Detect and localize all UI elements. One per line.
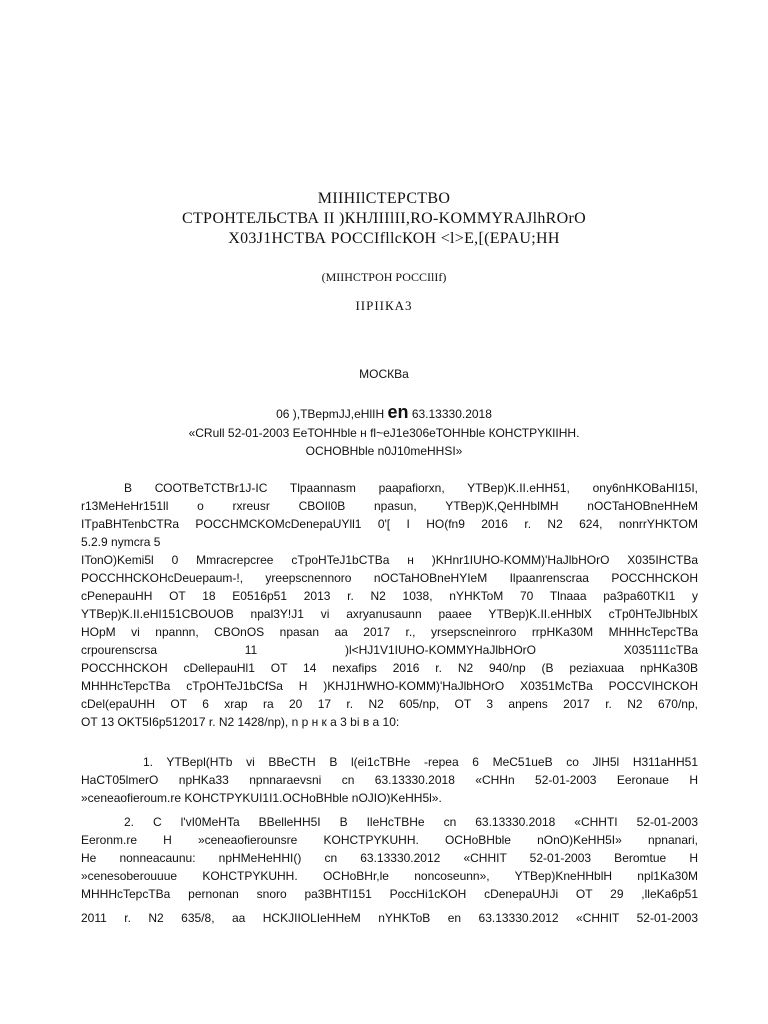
paragraph-line: cDel(epaUHH OT 6 xrap ra 20 17 r. N2 605/np, OT 3 anpens 2017 r. N2 670/np, — [81, 697, 698, 711]
paragraph-line: crpourenscrsa 11 )l<HJ1V1IUHO-KOMMYHaJlbHOrO X035111cTBa — [81, 643, 698, 657]
document-type: IIPIIКА3 — [355, 298, 413, 313]
paragraph-line: В СООТВеТСТВr1J-IC Tlpaannasm paapafiorxn, YTBep)K.II.eHH51, ony6nHKOBaHI15I, — [124, 481, 698, 495]
item-1-line: »ceneaofieroum.re KOHCTPYKUI1I1.OCHoBHble nOJIO)KeHH5l». — [81, 791, 442, 805]
paragraph-line: POCCHHCKOH cDellepauHl1 OT 14 nexafips 2016 r. N2 940/np (B peziaxuaa npHKa30B — [81, 661, 698, 675]
order-title-line-2: ОСНОВНblе n0J10meHHSI» — [305, 444, 463, 458]
item-2-line: 2011 r. N2 635/8, aa HCKJIIOLIeHHeM nYHKToB en 63.13330.2012 «CHHIT 52-01-2003 — [81, 911, 698, 925]
order-code: 63.13330.2018 — [411, 407, 492, 421]
paragraph-line: ITonO)Kemi5l 0 Mmracrepcree cTpoHTeJ1bCTBa н )KHnr1IUHO-KOMM)'HaJlbHOrO X035IHCTBa — [81, 553, 698, 567]
ministry-line-3: Х03J1НСТВА РОССIfllcКОН <l>Е,[(ЕPAU;НН — [228, 230, 560, 247]
order-date: 06 ),ТВepmJJ,eHlIH — [276, 407, 385, 421]
item-2-line: 2. C l'vI0MeHTa BBelleHH5I B IleHcTBHe cn 63.13330.2018 «CHHTI 52-01-2003 — [124, 815, 698, 829]
city-name: МОСКВа — [359, 367, 409, 381]
order-big-token: en — [387, 402, 409, 422]
paragraph-line: YTBep)K.II.eHI151CBOUOB npal3Y!J1 vi axryanusaunn paaee YTBep)K.II.eHHblX cTp0HTeJlbHblX — [81, 607, 698, 621]
item-2-line: Eeronm.re H »ceneaofierounsre KOHCTPYKUHH. OCHoBHble nOnO)KeHH5I» npnanari, — [81, 833, 698, 847]
item-2-line: »cenesoberouuue KOHCTPYKUHH. OCHoBHr,le noncoseunn», YTBep)KneHHblH npl1Ka30M — [81, 869, 698, 883]
ministry-line-2: СТРОНТЕЛЬСТВА II )КНЛIIlII,RO-KOMMYRAJlhROrO — [182, 210, 586, 227]
paragraph-line: ITpaBHTenbCTRa POCCHMCKOMcDenepaUYll1 0'[ I HO(fn9 2016 r. N2 624, nonrrYHKTOM — [81, 517, 698, 531]
paragraph-line: MHHHcTepcTBa cTpOHTeJ1bCfSa H )KHJ1HWHO-KOMM)'HaJlbHOrO X0351McTBa POCCVIHCKOH — [81, 679, 698, 693]
paragraph-line: OT 13 OKT5I6p512017 r. N2 1428/np), n p н к а 3 bi в а 10: — [81, 715, 400, 729]
paragraph-line: POCCHHCKOHcDeuepaum-!, yreepscnennoro nOCTaHOBneHYIeM Ilpaanrenscraa POCCHHCKOH — [81, 571, 698, 585]
paragraph-line: cPenepauHH OT 18 E0516p51 2013 r. N2 1038, nYHKToM 70 Tlnaaa pa3pa60TKI1 y — [81, 589, 698, 603]
paragraph-line: r13MeHeHr151ll o rxreusr CBOIl0B npasun, YTBep)K,QeHHblMH nOCTaHOBneHHeM — [81, 499, 698, 513]
order-meta — [0, 402, 768, 423]
paragraph-line: HOpM vi npannn, CBOnOS npasan aa 2017 r., yrsepscneinroro rrpHKa30M MHHHcTepcTBa — [81, 625, 698, 639]
ministry-abbreviation: (МIIНСТРОН РОССIlIf) — [321, 270, 447, 284]
order-title-line-1: «CRull 52-01-2003 ЕеТОННblе н fl~eJ1e306eТОННblе КОНСТРYКIIНН. — [188, 426, 580, 440]
item-1-line: HaCT05lmerO npHKa33 npnnaraevsni cn 63.13330.2018 «CHHn 52-01-2003 Eeronaue H — [81, 773, 698, 787]
item-1-line: 1. YTBepl(HTb vi BBeCTH B l(ei1cTBHe -repea 6 MeC51ueB co JlH5l H311aHH51 — [143, 755, 698, 769]
ministry-line-1: МIIНIlСТЕРСТВО — [317, 190, 451, 207]
item-2-line: MHHHcTepcTBa pernonan snoro pa3BHTI151 PoccHi1cKOH cDenepaUHJi OT 29 ,lleKa6p51 — [81, 887, 698, 901]
item-2-line: He nonneacaunu: npHMeHeHHI() cn 63.13330.2012 «CHHIT 52-01-2003 Beromtue H — [81, 851, 698, 865]
paragraph-line: 5.2.9 nymcra 5 — [81, 535, 161, 549]
